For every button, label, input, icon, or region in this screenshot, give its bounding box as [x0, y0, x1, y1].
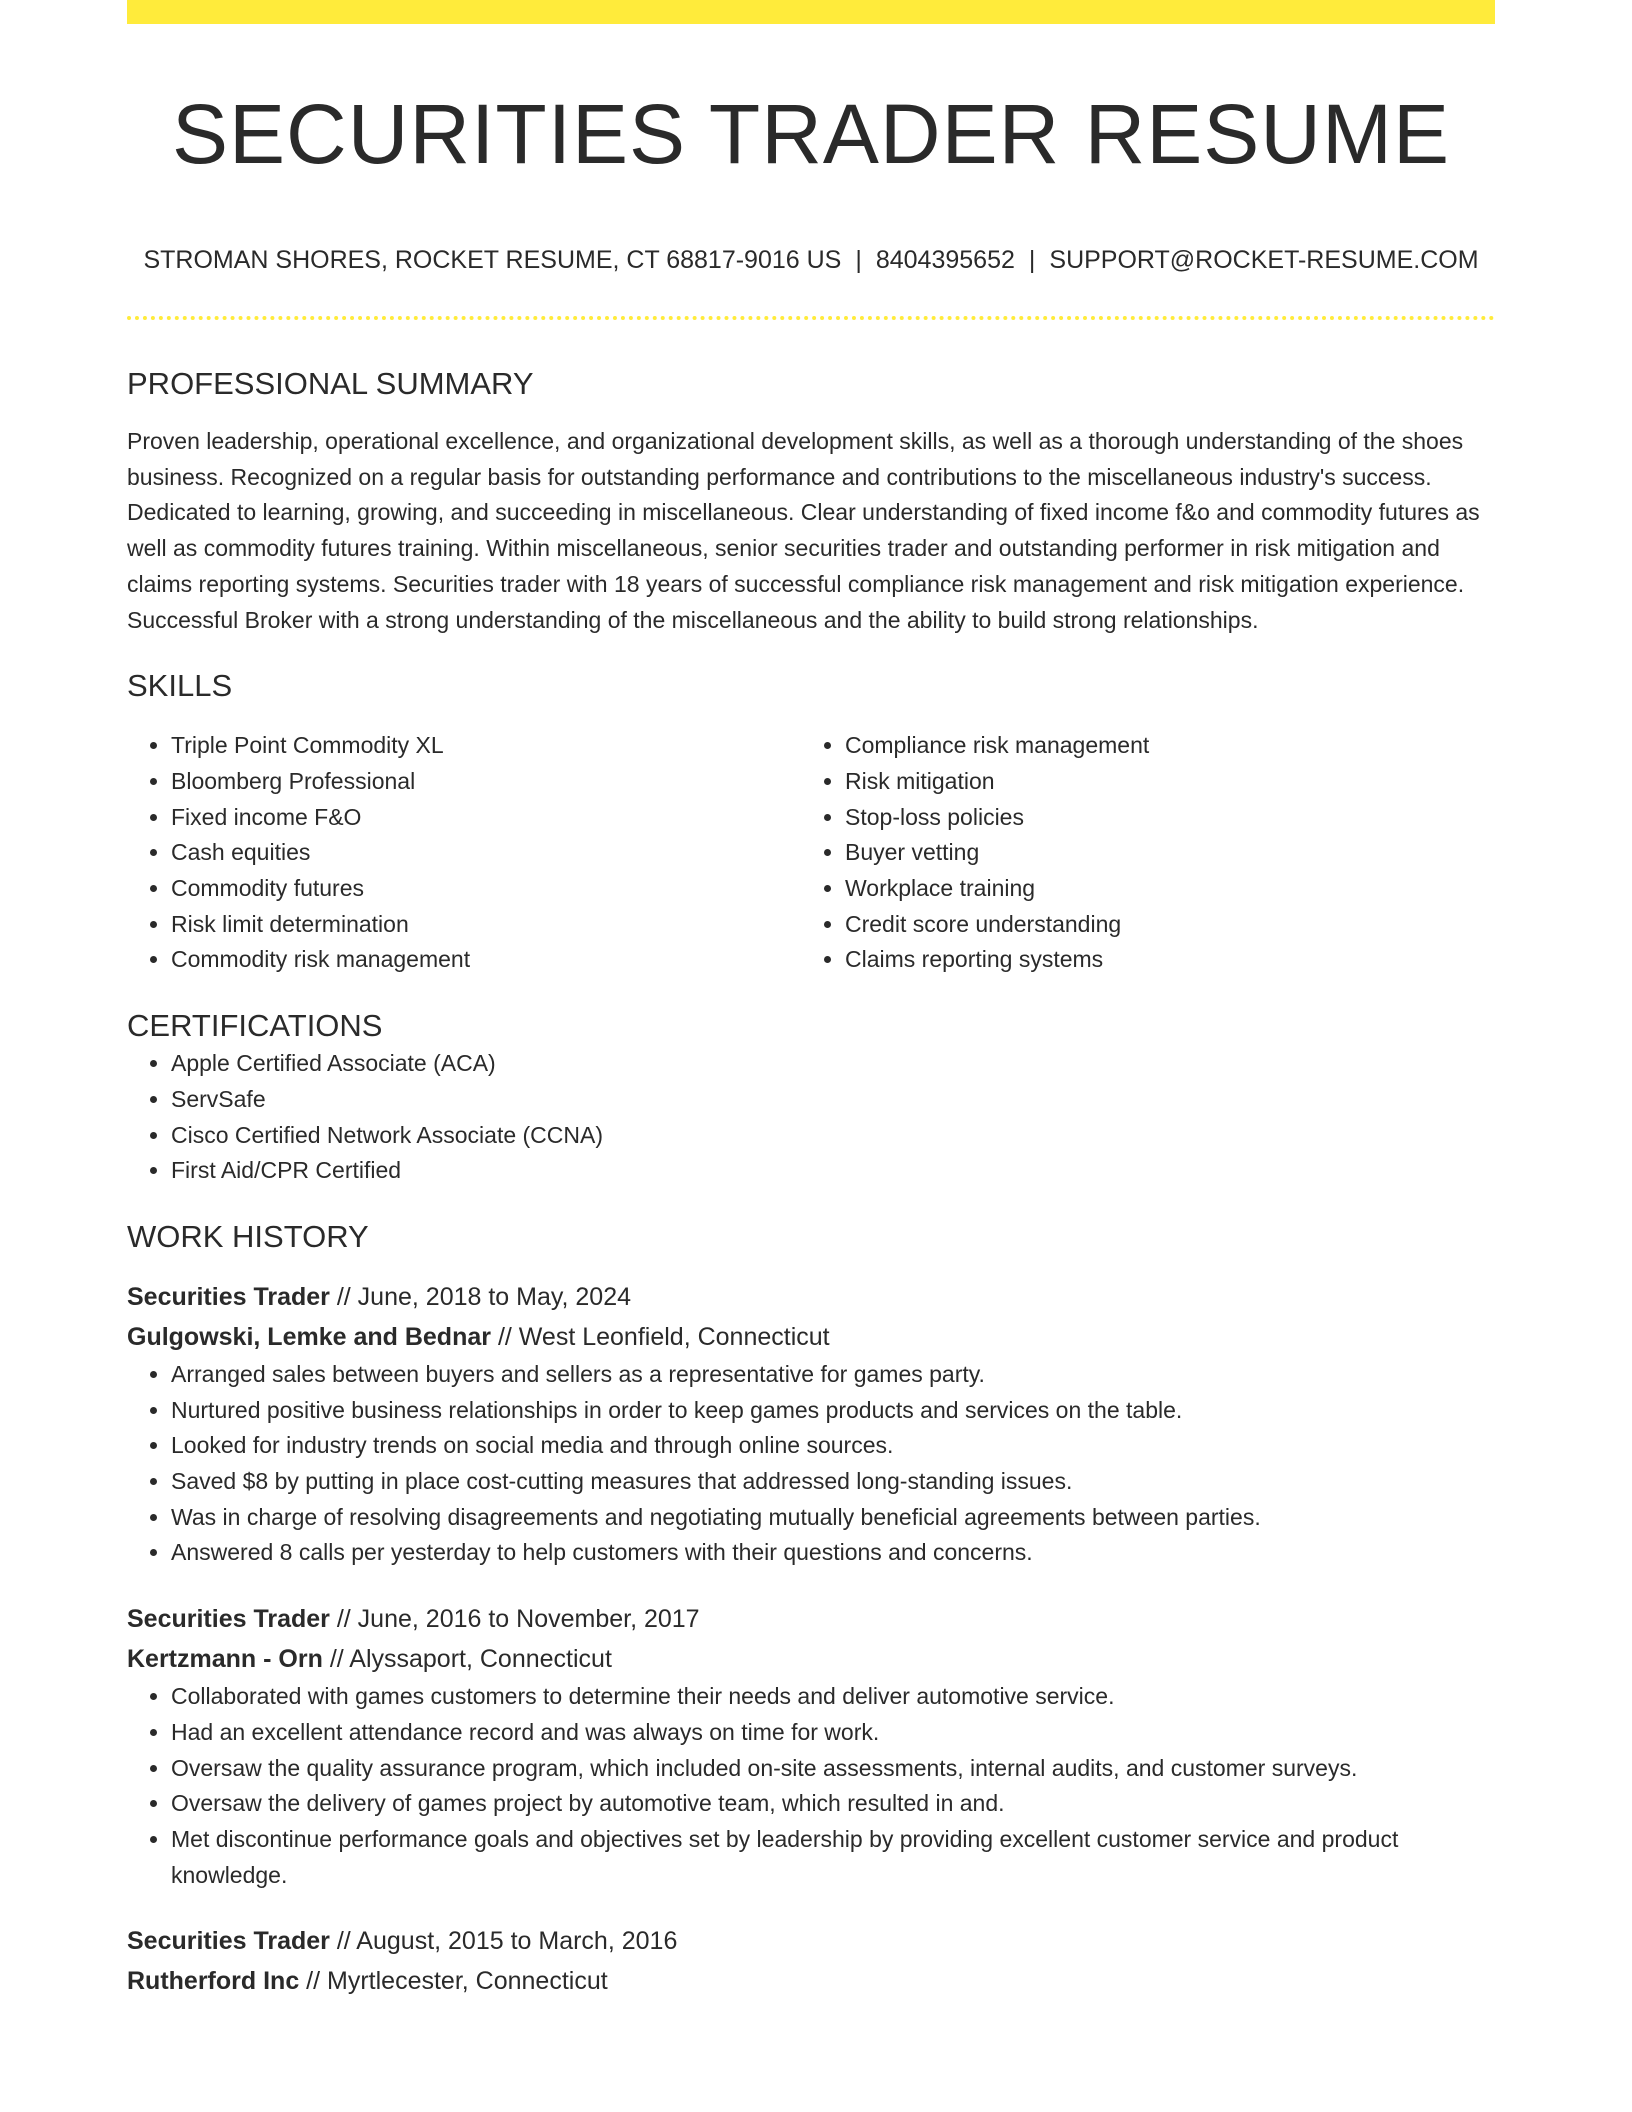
- job-company-line: [127, 1639, 1495, 1679]
- contact-separator: |: [1028, 246, 1036, 274]
- job-bullets: [127, 1357, 1495, 1571]
- job-title-line: [127, 1921, 1495, 1961]
- job-bullet: • Answered 8 calls per yesterday to help customers with their questions and concerns.: [171, 1535, 1495, 1571]
- dotted-divider: [127, 316, 1495, 320]
- skill-item: • Commodity futures: [171, 871, 801, 907]
- job-dates: // August, 2015 to March, 2016: [336, 1927, 678, 1956]
- contact-separator: |: [855, 246, 862, 274]
- skill-item: • Compliance risk management: [845, 728, 1475, 764]
- certification-item: • Apple Certified Associate (ACA): [171, 1046, 1495, 1082]
- job-bullet: • Looked for industry trends on social media and through online sources.: [171, 1428, 1495, 1464]
- skills-list-right: [801, 728, 1475, 978]
- certification-item: • ServSafe: [171, 1082, 1495, 1118]
- skill-item: • Workplace training: [845, 871, 1475, 907]
- skills-grid: [127, 728, 1495, 978]
- skills-column-right: [801, 728, 1475, 978]
- job-title: Securities Trader: [127, 1282, 330, 1311]
- job-entry: [127, 1921, 1495, 2001]
- job-dates: // June, 2016 to November, 2017: [336, 1605, 700, 1634]
- page-title: SECURITIES TRADER RESUME: [172, 87, 1450, 181]
- job-bullet: • Oversaw the quality assurance program, which included on-site assessments, internal audits, and customer surveys.: [171, 1751, 1495, 1787]
- skill-item: • Risk limit determination: [171, 907, 801, 943]
- job-company: Kertzmann - Orn: [127, 1645, 323, 1674]
- certifications-list: [127, 1046, 1495, 1189]
- job-company: Gulgowski, Lemke and Bednar: [127, 1322, 491, 1351]
- job-bullet: • Arranged sales between buyers and sellers as a representative for games party.: [171, 1357, 1495, 1393]
- job-bullet: • Had an excellent attendance record and was always on time for work.: [171, 1715, 1495, 1751]
- certification-item: • Cisco Certified Network Associate (CCNA): [171, 1118, 1495, 1154]
- job-bullet: • Was in charge of resolving disagreements and negotiating mutually beneficial agreements between parties.: [171, 1500, 1495, 1536]
- skill-item: • Risk mitigation: [845, 764, 1475, 800]
- job-title-line: [127, 1277, 1495, 1317]
- job-bullet: • Saved $8 by putting in place cost-cutting measures that addressed long-standing issues.: [171, 1464, 1495, 1500]
- skill-item: • Buyer vetting: [845, 835, 1475, 871]
- resume-content: [127, 0, 1495, 2001]
- skills-list-left: [127, 728, 801, 978]
- job-location: // Myrtlecester, Connecticut: [306, 1967, 608, 1996]
- skills-section: [127, 666, 1495, 978]
- accent-top-bar: [127, 0, 1495, 24]
- job-dates: // June, 2018 to May, 2024: [336, 1282, 632, 1311]
- job-bullet: • Collaborated with games customers to determine their needs and deliver automotive service.: [171, 1679, 1495, 1715]
- skills-heading: SKILLS: [127, 668, 233, 704]
- job-title: Securities Trader: [127, 1927, 330, 1956]
- summary-heading: PROFESSIONAL SUMMARY: [127, 366, 534, 401]
- summary-text: Proven leadership, operational excellence, and organizational development skills, as well as a thorough understanding of the shoes business. Recognized on a regular basis for outstanding performance and contributions to the miscellaneous industry's success. Dedicated to learning, growing, and succeeding in miscellaneous. Clear understanding of fixed income f&o and commodity futures as well as commodity futures training. Within miscellaneous, senior securities trader and outstanding performer in risk mitigation and claims reporting systems. Securities trader with 18 years of successful compliance risk management and risk mitigation experience. Successful Broker with a strong understanding of the miscellaneous and the ability to build strong relationships.: [127, 428, 1480, 633]
- work-history-section: [127, 1217, 1495, 2001]
- job-entry: [127, 1599, 1495, 1893]
- job-title-line: [127, 1599, 1495, 1639]
- skill-item: • Cash equities: [171, 835, 801, 871]
- job-location: // Alyssaport, Connecticut: [329, 1645, 612, 1674]
- job-bullets: [127, 1679, 1495, 1893]
- job-company: Rutherford Inc: [127, 1967, 300, 1996]
- job-bullet: • Oversaw the delivery of games project by automotive team, which resulted in and.: [171, 1786, 1495, 1822]
- skill-item: • Fixed income F&O: [171, 800, 801, 836]
- job-title: Securities Trader: [127, 1605, 330, 1634]
- skill-item: • Triple Point Commodity XL: [171, 728, 801, 764]
- certifications-section: [127, 1006, 1495, 1189]
- certification-item: • First Aid/CPR Certified: [171, 1153, 1495, 1189]
- job-entry: [127, 1277, 1495, 1571]
- job-bullet: • Met discontinue performance goals and objectives set by leadership by providing excellent customer service and product knowledge.: [171, 1822, 1495, 1893]
- skill-item: • Bloomberg Professional: [171, 764, 801, 800]
- certifications-heading: CERTIFICATIONS: [127, 1008, 383, 1044]
- contact-line: [127, 244, 1495, 276]
- contact-address: STROMAN SHORES, ROCKET RESUME, CT 68817-9016 US: [143, 246, 842, 274]
- skill-item: • Stop-loss policies: [845, 800, 1475, 836]
- contact-email: SUPPORT@ROCKET-RESUME.COM: [1049, 246, 1479, 274]
- contact-phone: 8404395652: [875, 246, 1015, 274]
- job-bullet: • Nurtured positive business relationships in order to keep games products and services on the table.: [171, 1393, 1495, 1429]
- work-history-heading: WORK HISTORY: [127, 1218, 369, 1254]
- skills-column-left: [127, 728, 801, 978]
- skill-item: • Credit score understanding: [845, 907, 1475, 943]
- job-location: // West Leonfield, Connecticut: [497, 1322, 830, 1351]
- skill-item: • Claims reporting systems: [845, 942, 1475, 978]
- job-company-line: [127, 1961, 1495, 2001]
- summary-section: [127, 364, 1495, 638]
- skill-item: • Commodity risk management: [171, 942, 801, 978]
- job-company-line: [127, 1317, 1495, 1357]
